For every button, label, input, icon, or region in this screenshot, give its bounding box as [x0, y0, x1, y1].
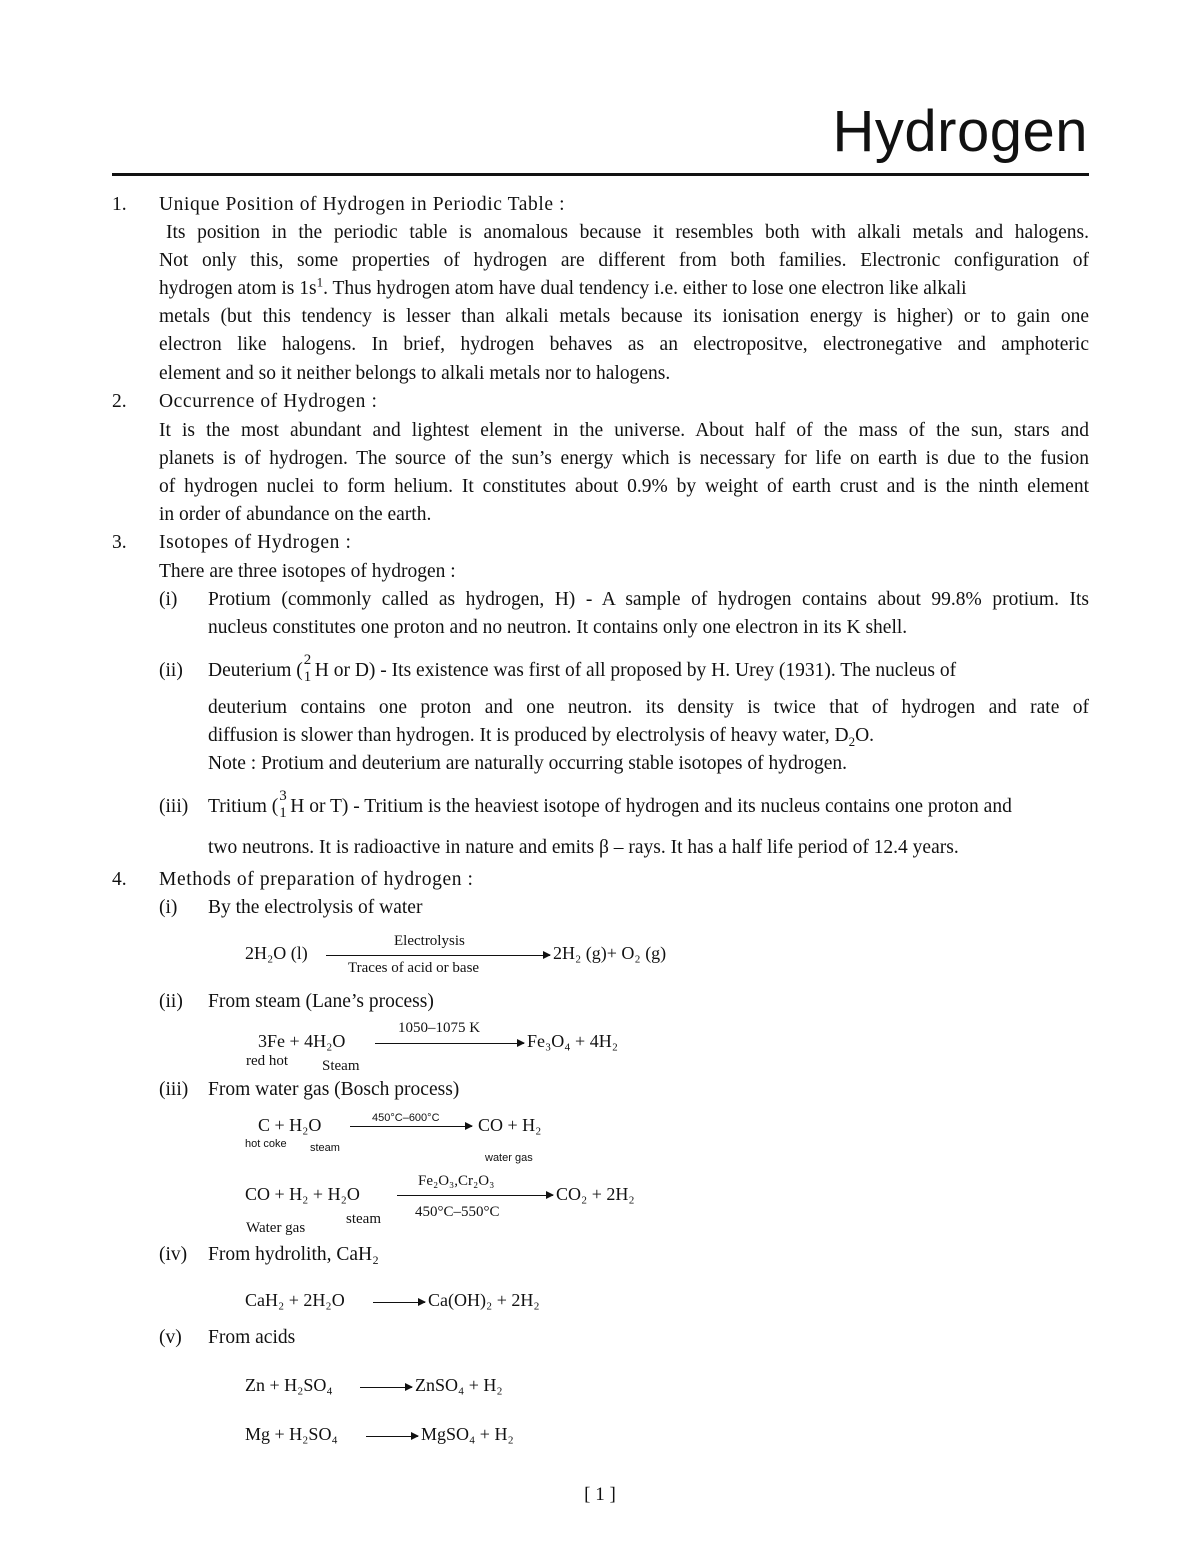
paragraph-line: [208, 788, 1089, 821]
paragraph-line: metals (but this tendency is lesser than alkali metals because its ionisation energy is higher) or to gain one: [159, 306, 1089, 327]
section-number: 3.: [112, 532, 127, 553]
text-fragment: Tritium (: [208, 796, 279, 817]
paragraph-line: [208, 724, 874, 748]
text-fragment: Deuterium (: [208, 660, 303, 681]
equation-right: CO + H₂: [478, 1115, 542, 1135]
paragraph-line: Protium (commonly called as hydrogen, H) - A sample of hydrogen contains about 99.8% protium. Its: [208, 589, 1089, 610]
paragraph-line: electron like halogens. In brief, hydrogen behaves as an electropositve, electronegative and amphoteric: [159, 334, 1089, 355]
paragraph-line: [208, 652, 1089, 685]
item-label: (i): [159, 589, 178, 610]
equation-label: water gas: [485, 1152, 533, 1164]
section-heading: Isotopes of Hydrogen :: [159, 532, 352, 553]
equation-left: CaH₂ + 2H₂O: [245, 1290, 345, 1310]
equation-condition-top: Electrolysis: [394, 933, 465, 949]
reaction-arrow: [350, 1126, 472, 1127]
equation-label: Water gas: [246, 1220, 306, 1236]
method-title: From water gas (Bosch process): [208, 1079, 460, 1100]
section-heading: Unique Position of Hydrogen in Periodic Table :: [159, 194, 566, 215]
equation-left: Zn + H₂SO₄: [245, 1375, 333, 1395]
text-fragment: hydrogen atom is 1s: [159, 278, 317, 299]
equation-right: CO₂ + 2H₂: [556, 1184, 635, 1204]
equation-condition-top: 1050–1075 K: [398, 1020, 481, 1036]
equation-right: Ca(OH)₂ + 2H₂: [428, 1290, 540, 1310]
equation-label: hot coke: [245, 1138, 287, 1150]
item-label: (ii): [159, 991, 183, 1012]
paragraph-line: two neutrons. It is radioactive in nature and emits β – rays. It has a half life period of 12.4 years.: [208, 837, 959, 858]
equation-condition-bottom: 450°C–550°C: [415, 1204, 500, 1220]
paragraph-line: Not only this, some properties of hydrogen are different from both families. Electronic configuration of: [159, 250, 1089, 271]
equation-label: steam: [346, 1211, 381, 1227]
equation-left: Mg + H₂SO₄: [245, 1424, 338, 1444]
mass-number: 2: [303, 652, 312, 668]
text-fragment: diffusion is slower than hydrogen. It is produced by electrolysis of heavy water, D: [208, 725, 849, 746]
method-title: From steam (Lane’s process): [208, 991, 434, 1012]
paragraph-line: Note : Protium and deuterium are naturally occurring stable isotopes of hydrogen.: [208, 753, 847, 774]
method-title: By the electrolysis of water: [208, 897, 423, 918]
reaction-arrow: [375, 1043, 524, 1044]
equation-left: 3Fe + 4H₂O: [258, 1031, 346, 1051]
paragraph-line: in order of abundance on the earth.: [159, 504, 432, 525]
equation-condition-bottom: Traces of acid or base: [348, 960, 480, 976]
title-rule: [112, 173, 1089, 176]
equation-left: C + H₂O: [258, 1115, 322, 1135]
text-fragment: H or D) - Its existence was first of all proposed by H. Urey (1931). The nucleus of: [314, 660, 957, 681]
isotope-notation: [303, 652, 315, 685]
equation-label: steam: [310, 1142, 340, 1154]
section-heading: Methods of preparation of hydrogen :: [159, 869, 474, 890]
page-number: [ 1 ]: [584, 1484, 616, 1505]
item-label: (iii): [159, 1079, 189, 1100]
section-number: 2.: [112, 391, 127, 412]
equation-label: Steam: [322, 1058, 360, 1074]
section-heading: Occurrence of Hydrogen :: [159, 391, 378, 412]
paragraph-line: There are three isotopes of hydrogen :: [159, 561, 456, 582]
equation-left: CO + H₂ + H₂O: [245, 1184, 360, 1204]
atomic-number: 1: [279, 805, 287, 821]
reaction-arrow: [373, 1302, 425, 1303]
section-number: 4.: [112, 869, 127, 890]
isotope-notation: [278, 788, 290, 821]
paragraph-line: [159, 274, 1089, 301]
reaction-arrow: [366, 1436, 418, 1437]
item-label: (ii): [159, 660, 183, 681]
section-number: 1.: [112, 194, 127, 215]
mass-number: 3: [279, 788, 287, 804]
equation-right: Fe₃O₄ + 4H₂: [527, 1031, 618, 1051]
equation-right: ZnSO₄ + H₂: [415, 1375, 503, 1395]
item-label: (iii): [159, 796, 189, 817]
equation-label: red hot: [246, 1053, 289, 1069]
equation-right: MgSO₄ + H₂: [421, 1424, 514, 1444]
atomic-number: 1: [303, 669, 312, 685]
superscript: 1: [316, 274, 324, 290]
text-fragment: O.: [855, 725, 875, 746]
equation-right: 2H₂ (g)+ O₂ (g): [553, 943, 667, 963]
equation-left: 2H₂O (l): [245, 943, 308, 963]
method-title: From acids: [208, 1327, 296, 1348]
paragraph-line: planets is of hydrogen. The source of the sun’s energy which is necessary for life on earth is due to the fusion: [159, 448, 1089, 469]
paragraph-line: It is the most abundant and lightest element in the universe. About half of the mass of the sun, stars and: [159, 420, 1089, 441]
paragraph-line: nucleus constitutes one proton and no neutron. It contains only one electron in its K shell.: [208, 617, 908, 638]
paragraph-line: of hydrogen nuclei to form helium. It constitutes about 0.9% by weight of earth crust and is the ninth element: [159, 476, 1089, 497]
text-fragment: . Thus hydrogen atom have dual tendency i.e. either to lose one electron like alkali: [323, 278, 967, 299]
paragraph-line: Its position in the periodic table is anomalous because it resembles both with alkali metals and halogens.: [166, 222, 1089, 243]
reaction-arrow: [326, 955, 550, 956]
paragraph-line: element and so it neither belongs to alkali metals nor to halogens.: [159, 363, 671, 384]
method-title: From hydrolith, CaH₂: [208, 1244, 379, 1265]
subscript: 2: [848, 733, 856, 749]
reaction-arrow: [397, 1195, 553, 1196]
paragraph-line: deuterium contains one proton and one neutron. its density is twice that of hydrogen and rate of: [208, 697, 1089, 718]
item-label: (iv): [159, 1244, 188, 1265]
text-fragment: H or T) - Tritium is the heaviest isotope of hydrogen and its nucleus contains one proton and: [290, 796, 1012, 817]
page-title: Hydrogen: [832, 99, 1088, 164]
equation-condition-top: Fe₂O₃,Cr₂O₃: [418, 1173, 495, 1189]
item-label: (i): [159, 897, 178, 918]
item-label: (v): [159, 1327, 182, 1348]
equation-condition-top: 450°C–600°C: [372, 1112, 440, 1124]
reaction-arrow: [360, 1387, 412, 1388]
